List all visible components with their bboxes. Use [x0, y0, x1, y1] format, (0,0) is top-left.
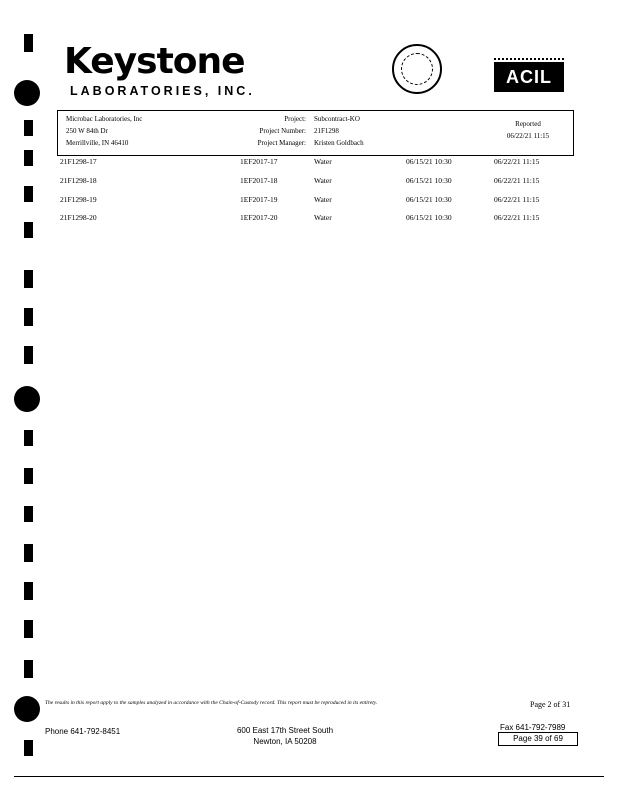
- matrix: Water: [314, 195, 332, 204]
- project-manager-value: Kristen Goldbach: [314, 139, 364, 147]
- sampled-date: 06/15/21 10:30: [406, 195, 452, 204]
- certification-seal-icon: [392, 44, 442, 94]
- acil-dots: [494, 58, 564, 61]
- client-name: Microbac Laboratories, Inc: [66, 115, 143, 123]
- bottom-rule: [14, 776, 604, 777]
- company-logo: Keystone: [64, 41, 245, 82]
- client-address-2: Merrillville, IN 46410: [66, 139, 129, 147]
- sample-id: 21F1298-18: [60, 176, 97, 185]
- phone-number: Phone 641-792-8451: [45, 727, 121, 736]
- matrix: Water: [314, 157, 332, 166]
- fax-number: Fax 641-792-7989: [500, 723, 566, 732]
- sampled-date: 06/15/21 10:30: [406, 176, 452, 185]
- project-manager-label: Project Manager:: [257, 139, 306, 147]
- sampled-date: 06/15/21 10:30: [406, 157, 452, 166]
- project-value: Subcontract-KO: [314, 115, 360, 123]
- reported-label: Reported: [515, 120, 541, 128]
- project-number-value: 21F1298: [314, 127, 339, 135]
- reported-date: 06/22/21 11:15: [494, 195, 540, 204]
- company-subtitle: LABORATORIES, INC.: [70, 84, 255, 98]
- table-row: [0, 176, 618, 186]
- sample-id: 21F1298-20: [60, 213, 97, 222]
- matrix: Water: [314, 213, 332, 222]
- lab-id: 1EF2017-18: [240, 176, 278, 185]
- client-address-1: 250 W 84th Dr: [66, 127, 108, 135]
- footer-disclaimer: The results in this report apply to the samples analyzed in accordance with the Chain-of-Custody record. This report must be reproduced in its entirety.: [45, 700, 378, 706]
- table-row: [0, 195, 618, 205]
- reported-date: 06/22/21 11:15: [494, 176, 540, 185]
- lab-id: 1EF2017-19: [240, 195, 278, 204]
- page-number-box: Page 39 of 69: [498, 732, 578, 746]
- footer-address-2: Newton, IA 50208: [253, 737, 317, 746]
- lab-id: 1EF2017-17: [240, 157, 278, 166]
- table-row: [0, 213, 618, 223]
- project-label: Project:: [284, 115, 306, 123]
- lab-id: 1EF2017-20: [240, 213, 278, 222]
- project-number-label: Project Number:: [259, 127, 306, 135]
- table-row: [0, 157, 618, 167]
- footer-address-1: 600 East 17th Street South: [236, 726, 334, 735]
- reported-date: 06/22/21 11:15: [494, 157, 540, 166]
- reported-date: 06/22/21 11:15: [494, 213, 540, 222]
- acil-logo: ACIL: [494, 62, 564, 92]
- sample-id: 21F1298-17: [60, 157, 97, 166]
- page-of-label: Page 2 of 31: [530, 700, 571, 709]
- reported-value: 06/22/21 11:15: [506, 132, 550, 140]
- sample-id: 21F1298-19: [60, 195, 97, 204]
- matrix: Water: [314, 176, 332, 185]
- sampled-date: 06/15/21 10:30: [406, 213, 452, 222]
